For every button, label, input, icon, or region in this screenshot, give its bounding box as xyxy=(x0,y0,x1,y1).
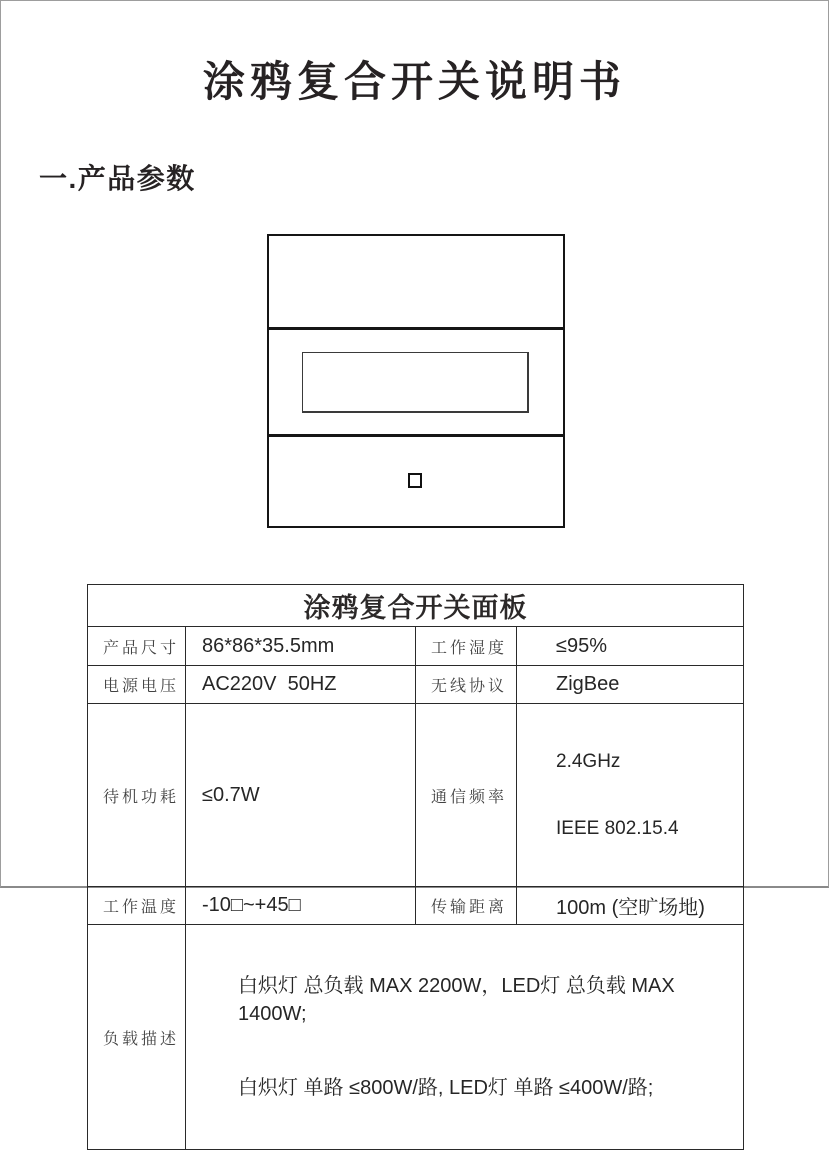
spec-value: ≤0.7W xyxy=(186,704,416,887)
load-description-line: 白炽灯 总负载 MAX 2200W，LED灯 总负载 MAX 1400W; xyxy=(238,975,681,1025)
table-row-load-description xyxy=(88,925,744,1150)
panel-bottom-seam xyxy=(268,434,564,437)
table-row xyxy=(88,666,744,704)
spec-table xyxy=(87,584,744,1150)
spec-label: 传输距离 xyxy=(416,887,517,925)
spec-label: 负载描述 xyxy=(88,925,186,1150)
spec-value: AC220V 50HZ xyxy=(186,666,416,704)
table-row xyxy=(88,704,744,887)
table-header-row xyxy=(88,585,744,627)
spec-value: -10□~+45□ xyxy=(186,887,416,925)
load-description-line: 白炽灯 单路 ≤800W/路, LED灯 单路 ≤400W/路; xyxy=(238,1077,654,1099)
spec-value-line: 2.4GHz xyxy=(556,751,621,772)
spec-value-line: IEEE 802.15.4 xyxy=(556,818,679,839)
page-title: 涂鸦复合开关说明书 xyxy=(202,58,626,105)
spec-label: 无线协议 xyxy=(416,666,517,704)
spec-label: 待机功耗 xyxy=(88,704,186,887)
table-row xyxy=(88,627,744,666)
load-description-cell xyxy=(186,925,744,1150)
spec-value xyxy=(517,704,744,887)
spec-table-title: 涂鸦复合开关面板 xyxy=(88,585,744,627)
spec-value: ≤95% xyxy=(517,627,744,666)
spec-label: 通信频率 xyxy=(416,704,517,887)
spec-label: 电源电压 xyxy=(88,666,186,704)
panel-display-window xyxy=(302,352,529,413)
spec-value: 100m (空旷场地) xyxy=(517,887,744,925)
spec-label: 工作湿度 xyxy=(416,627,517,666)
switch-panel-figure xyxy=(267,234,565,528)
spec-value: ZigBee xyxy=(517,666,744,704)
spec-label: 工作温度 xyxy=(88,887,186,925)
table-row xyxy=(88,887,744,925)
panel-top-seam xyxy=(268,327,564,330)
section-heading-product-parameters: 一.产品参数 xyxy=(39,163,196,194)
panel-button-indicator xyxy=(408,473,422,488)
spec-label: 产品尺寸 xyxy=(88,627,186,666)
spec-value: 86*86*35.5mm xyxy=(186,627,416,666)
